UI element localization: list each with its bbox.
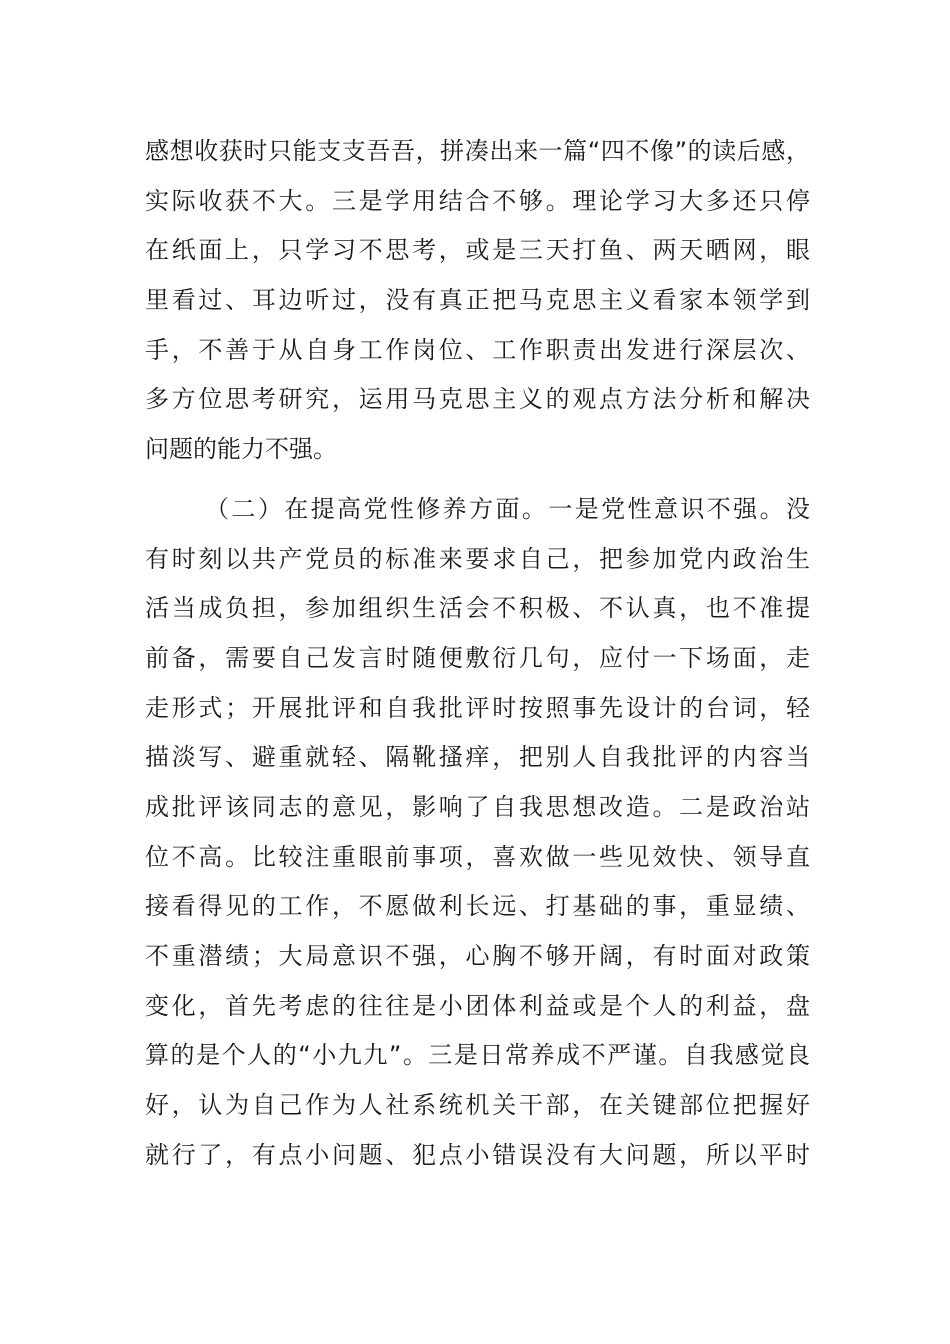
text-line: 成批评该同志的意见，影响了自我思想改造。二是政治站 bbox=[145, 792, 810, 821]
text-line: 描淡写、避重就轻、隔靴搔痒，把别人自我批评的内容当 bbox=[145, 743, 810, 772]
text-line: 就行了，有点小问题、犯点小错误没有大问题，所以平时 bbox=[145, 1140, 810, 1169]
text-line: 活当成负担，参加组织生活会不积极、不认真，也不准提 bbox=[145, 594, 810, 623]
document-body bbox=[145, 127, 810, 1180]
text-line: 位不高。比较注重眼前事项，喜欢做一些见效快、领导直 bbox=[145, 842, 810, 871]
text-line: 实际收获不大。三是学用结合不够。理论学习大多还只停 bbox=[145, 186, 810, 215]
paragraph-party-spirit bbox=[145, 485, 810, 1181]
text-line: 问题的能力不强。 bbox=[145, 435, 337, 464]
text-line: 算的是个人的“小九九”。三是日常养成不严谨。自我感觉良 bbox=[145, 1041, 810, 1070]
text-line: 好，认为自己作为人社系统机关干部，在关键部位把握好 bbox=[145, 1091, 810, 1120]
text-line: 接看得见的工作，不愿做利长远、打基础的事，重显绩、 bbox=[145, 892, 810, 921]
text-line: 里看过、耳边听过，没有真正把马克思主义看家本领学到 bbox=[145, 286, 810, 315]
text-line: 在纸面上，只学习不思考，或是三天打鱼、两天晒网，眼 bbox=[145, 236, 810, 265]
text-line: 前备，需要自己发言时随便敷衍几句，应付一下场面，走 bbox=[145, 643, 810, 672]
text-line: 多方位思考研究，运用马克思主义的观点方法分析和解决 bbox=[145, 385, 810, 414]
paragraph-learning bbox=[145, 127, 810, 475]
text-line: 不重潜绩；大局意识不强，心胸不够开阔，有时面对政策 bbox=[145, 942, 810, 970]
text-line: 感想收获时只能支支吾吾，拼凑出来一篇“四不像”的读后感， bbox=[145, 137, 810, 165]
text-line: 走形式；开展批评和自我批评时按照事先设计的台词，轻 bbox=[145, 693, 810, 722]
text-line-first: （二）在提高党性修养方面。一是党性意识不强。没 bbox=[205, 494, 810, 523]
text-line: 有时刻以共产党员的标准来要求自己，把参加党内政治生 bbox=[145, 544, 810, 573]
text-line: 手，不善于从自身工作岗位、工作职责出发进行深层次、 bbox=[145, 335, 810, 364]
text-line: 变化，首先考虑的往往是小团体利益或是个人的利益，盘 bbox=[145, 991, 810, 1020]
paragraph-spacing bbox=[145, 475, 810, 485]
